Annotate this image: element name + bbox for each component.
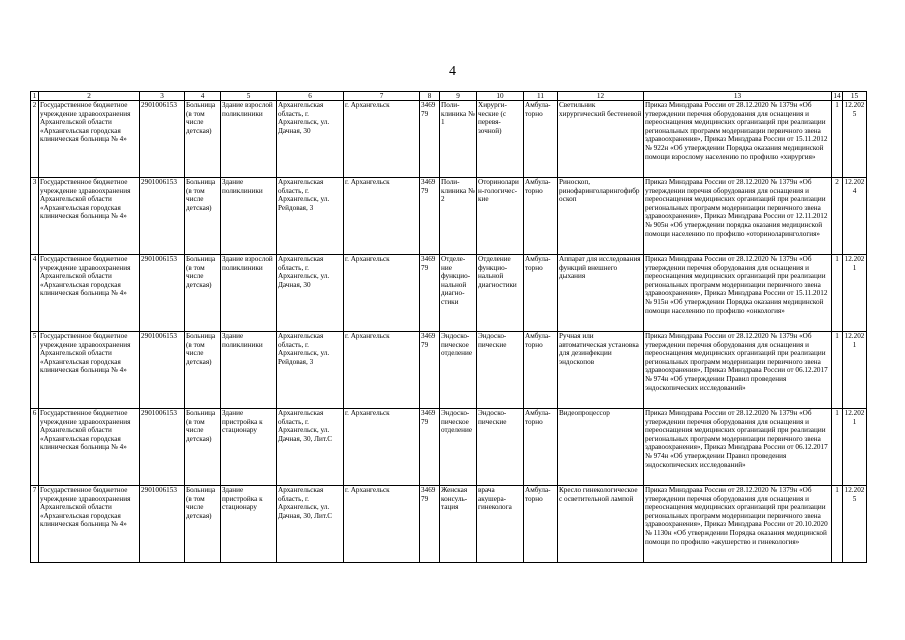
column-number-cell: 6: [277, 92, 344, 101]
care-mode-cell: Амбула-торно: [524, 101, 558, 178]
column-number-cell: 10: [477, 92, 524, 101]
deadline-cell: 12.2025: [843, 101, 867, 178]
equipment-cell: Аппарат для исследования функций внешнего дыхания: [558, 255, 644, 332]
deadline-cell: 12.2021: [843, 255, 867, 332]
building-cell: Здание поликлиники: [221, 332, 277, 409]
quantity-cell: 1: [832, 409, 843, 486]
table-row: [31, 101, 867, 178]
inn-cell: 2901006153: [140, 486, 185, 563]
profile-cell: Хирурги-ческие (с перевя-зочной): [477, 101, 524, 178]
equipment-cell: Ручная или автоматическая установка для дезинфекции эндоскопов: [558, 332, 644, 409]
deadline-cell: 12.2024: [843, 178, 867, 255]
city-cell: г. Архангельск: [344, 332, 420, 409]
column-number-cell: 13: [644, 92, 832, 101]
row-number-cell: 5: [31, 332, 39, 409]
care-mode-cell: Амбула-торно: [524, 486, 558, 563]
city-cell: г. Архангельск: [344, 101, 420, 178]
facility-type-cell: Больница (в том числе детская): [185, 486, 221, 563]
profile-cell: Отделение функцио-нальной диагностики: [477, 255, 524, 332]
code-cell: 346979: [420, 178, 440, 255]
address-cell: Архангельская область, г. Архангельск, ул. Рейдовая, 3: [277, 332, 344, 409]
facility-type-cell: Больница (в том числе детская): [185, 409, 221, 486]
column-number-cell: 8: [420, 92, 440, 101]
row-number-cell: 6: [31, 409, 39, 486]
deadline-cell: 12.2021: [843, 332, 867, 409]
profile-cell: Эндоско-пические: [477, 332, 524, 409]
facility-type-cell: Больница (в том числе детская): [185, 101, 221, 178]
column-number-cell: 7: [344, 92, 420, 101]
column-number-cell: 15: [843, 92, 867, 101]
column-number-cell: 1: [31, 92, 39, 101]
row-number-cell: 7: [31, 486, 39, 563]
legal-basis-cell: Приказ Минздрава России от 28.12.2020 № 1379н «Об утверждении перечня оборудования для оснащения и переоснащения медицинских организаций при реализации региональных программ модернизации первичного звена здравоохранения», Приказ Минздрава России от 12.11.2012 № 905н «Об утверждении порядка оказания медицинской помощи населению по профилю «оториноларингология»: [644, 178, 832, 255]
unit-cell: Эндоско-пическое отделение: [440, 332, 477, 409]
column-number-cell: 3: [140, 92, 185, 101]
city-cell: г. Архангельск: [344, 486, 420, 563]
equipment-cell: Кресло гинекологическое с осветительной лампой: [558, 486, 644, 563]
equipment-cell: Риноскоп, ринофаринголарингофиброскоп: [558, 178, 644, 255]
inn-cell: 2901006153: [140, 255, 185, 332]
inn-cell: 2901006153: [140, 178, 185, 255]
column-number-cell: 4: [185, 92, 221, 101]
quantity-cell: 1: [832, 101, 843, 178]
code-cell: 346979: [420, 409, 440, 486]
care-mode-cell: Амбула-торно: [524, 178, 558, 255]
care-mode-cell: Амбула-торно: [524, 332, 558, 409]
unit-cell: Женская консуль-тация: [440, 486, 477, 563]
unit-cell: Отделе-ние функцио-нальной диагно-стики: [440, 255, 477, 332]
address-cell: Архангельская область, г. Архангельск, ул. Дачная, 30, Лит.С: [277, 409, 344, 486]
legal-basis-cell: Приказ Минздрава России от 28.12.2020 № 1379н «Об утверждении перечня оборудования для оснащения и переоснащения медицинских организаций при реализации региональных программ модернизации первичного звена здравоохранения», Приказ Минздрава России от 20.10.2020 № 1130н «Об утверждении Порядка оказания медицинской помощи по профилю «акушерство и гинекология»: [644, 486, 832, 563]
profile-cell: врача акушера-гинеколога: [477, 486, 524, 563]
column-number-cell: 11: [524, 92, 558, 101]
building-cell: Здание пристройка к стационару: [221, 409, 277, 486]
column-number-cell: 2: [39, 92, 140, 101]
column-number-cell: 14: [833, 92, 841, 100]
unit-cell: Поли-клиника № 1: [440, 101, 477, 178]
quantity-cell: 1: [832, 332, 843, 409]
inn-cell: 2901006153: [140, 409, 185, 486]
city-cell: г. Архангельск: [344, 255, 420, 332]
column-number-cell: 12: [558, 92, 644, 101]
profile-cell: Эндоско-пические: [477, 409, 524, 486]
equipment-cell: Видеопроцессор: [558, 409, 644, 486]
facility-type-cell: Больница (в том числе детская): [185, 255, 221, 332]
legal-basis-cell: Приказ Минздрава России от 28.12.2020 № 1379н «Об утверждении перечня оборудования для оснащения и переоснащения медицинских организаций при реализации региональных программ модернизации первичного звена здравоохранения», Приказ Минздрава России от 15.11.2012 № 922н «Об утверждении Порядка оказания медицинской помощи взрослому населению по профилю «хирургия»: [644, 101, 832, 178]
legal-basis-cell: Приказ Минздрава России от 28.12.2020 № 1379н «Об утверждении перечня оборудования для оснащения и переоснащения медицинских организаций при реализации региональных программ модернизации первичного звена здравоохранения», Приказ Минздрава России от 06.12.2017 № 974н «Об утверждении Правил проведения эндоскопических исследований»: [644, 332, 832, 409]
building-cell: Здание взрослой поликлиники: [221, 255, 277, 332]
organization-cell: Государственное бюджетное учреждение здравоохранения Архангельской области «Архангельская городская клиническая больница № 4»: [39, 486, 140, 563]
city-cell: г. Архангельск: [344, 409, 420, 486]
unit-cell: Поли-клиника № 2: [440, 178, 477, 255]
profile-cell: Оториноларин-гологичес-кие: [477, 178, 524, 255]
organization-cell: Государственное бюджетное учреждение здравоохранения Архангельской области «Архангельская городская клиническая больница № 4»: [39, 332, 140, 409]
quantity-cell: 2: [832, 178, 843, 255]
table-row: [31, 486, 867, 563]
table-row: [31, 178, 867, 255]
row-number-cell: 4: [31, 255, 39, 332]
organization-cell: Государственное бюджетное учреждение здравоохранения Архангельской области «Архангельская городская клиническая больница № 4»: [39, 101, 140, 178]
code-cell: 346979: [420, 486, 440, 563]
quantity-cell: 1: [832, 486, 843, 563]
building-cell: Здание взрослой поликлиники: [221, 101, 277, 178]
page-number: 4: [449, 64, 456, 79]
care-mode-cell: Амбула-торно: [524, 409, 558, 486]
legal-basis-cell: Приказ Минздрава России от 28.12.2020 № 1379н «Об утверждении перечня оборудования для оснащения и переоснащения медицинских организаций при реализации региональных программ модернизации первичного звена здравоохранения», Приказ Минздрава России от 06.12.2017 № 974н «Об утверждении Правил проведения эндоскопических исследований»: [644, 409, 832, 486]
quantity-cell: 1: [832, 255, 843, 332]
care-mode-cell: Амбула-торно: [524, 255, 558, 332]
code-cell: 346979: [420, 101, 440, 178]
facility-type-cell: Больница (в том числе детская): [185, 178, 221, 255]
deadline-cell: 12.2025: [843, 486, 867, 563]
column-number-cell: 5: [221, 92, 277, 101]
building-cell: Здание пристройка к стационару: [221, 486, 277, 563]
address-cell: Архангельская область, г. Архангельск, ул. Рейдовая, 3: [277, 178, 344, 255]
legal-basis-cell: Приказ Минздрава России от 28.12.2020 № 1379н «Об утверждении перечня оборудования для оснащения и переоснащения медицинских организаций при реализации региональных программ модернизации первичного звена здравоохранения», Приказ Минздрава России от 15.11.2012 № 915н «Об утверждении Порядка оказания медицинской помощи населению по профилю «онкология»: [644, 255, 832, 332]
facility-type-cell: Больница (в том числе детская): [185, 332, 221, 409]
table-row: [31, 255, 867, 332]
inn-cell: 2901006153: [140, 101, 185, 178]
city-cell: г. Архангельск: [344, 178, 420, 255]
address-cell: Архангельская область, г. Архангельск, ул. Дачная, 30: [277, 255, 344, 332]
organization-cell: Государственное бюджетное учреждение здравоохранения Архангельской области «Архангельская городская клиническая больница № 4»: [39, 255, 140, 332]
row-number-cell: 3: [31, 178, 39, 255]
building-cell: Здание поликлиники: [221, 178, 277, 255]
equipment-table: [30, 91, 867, 563]
code-cell: 346979: [420, 255, 440, 332]
table-row: [31, 409, 867, 486]
equipment-cell: Светильник хирургический бестеневой: [558, 101, 644, 178]
unit-cell: Эндоско-пическое отделение: [440, 409, 477, 486]
table-row: [31, 332, 867, 409]
column-number-row: [31, 92, 867, 101]
code-cell: 346979: [420, 332, 440, 409]
inn-cell: 2901006153: [140, 332, 185, 409]
column-number-cell: 9: [440, 92, 477, 101]
organization-cell: Государственное бюджетное учреждение здравоохранения Архангельской области «Архангельская городская клиническая больница № 4»: [39, 178, 140, 255]
address-cell: Архангельская область, г. Архангельск, ул. Дачная, 30: [277, 101, 344, 178]
address-cell: Архангельская область, г. Архангельск, ул. Дачная, 30, Лит.С: [277, 486, 344, 563]
row-number-cell: 2: [31, 101, 39, 178]
organization-cell: Государственное бюджетное учреждение здравоохранения Архангельской области «Архангельская городская клиническая больница № 4»: [39, 409, 140, 486]
deadline-cell: 12.2021: [843, 409, 867, 486]
